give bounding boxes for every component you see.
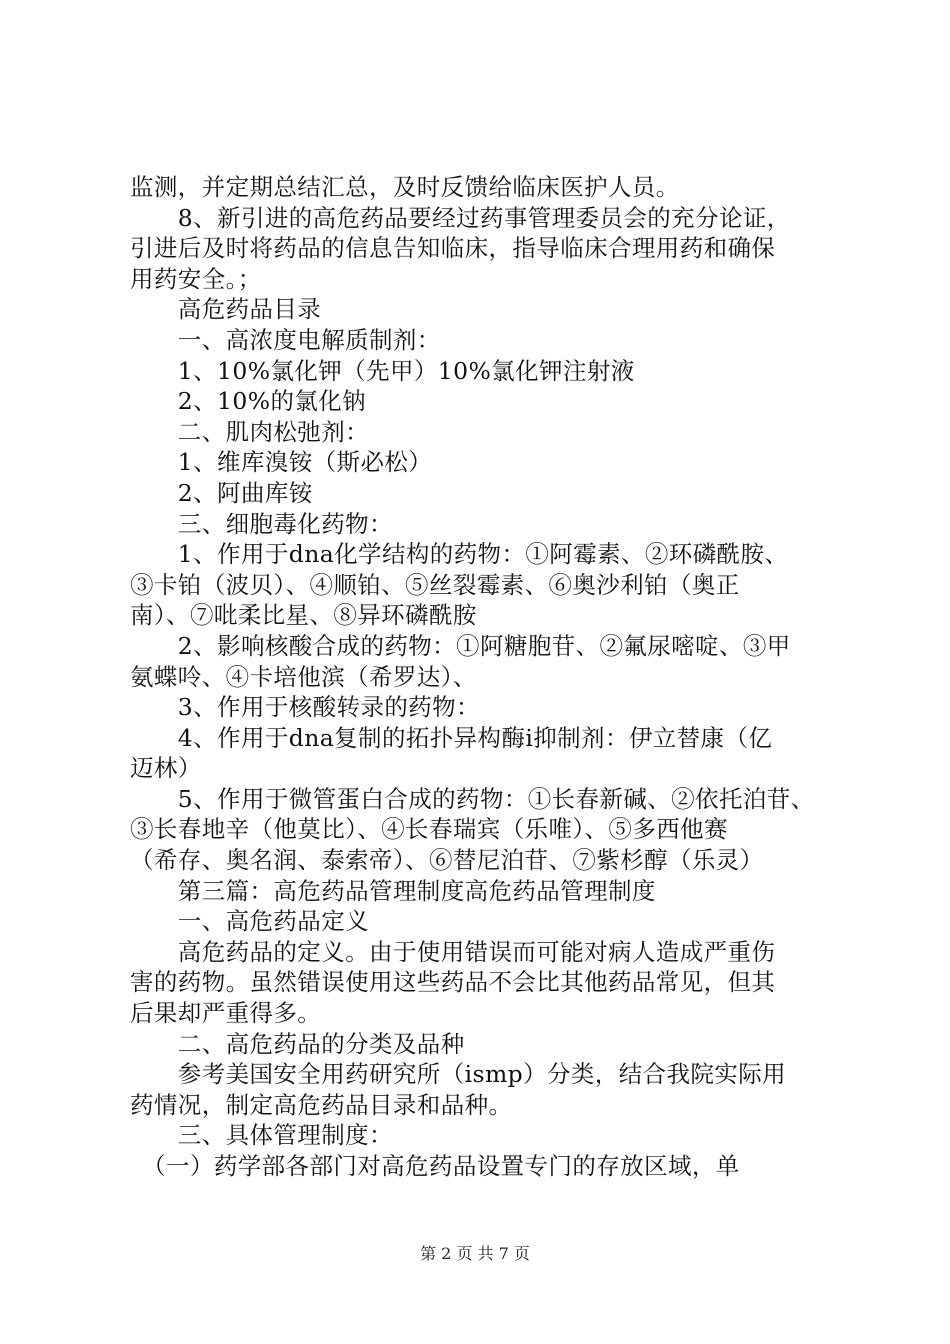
text-line: 三、具体管理制度： [130, 1121, 393, 1150]
text-line: 药情况，制定高危药品目录和品种。 [130, 1090, 513, 1119]
text-line: 高危药品的定义。由于使用错误而可能对病人造成严重伤 [130, 937, 776, 966]
text-line: （希存、奥名润、泰索帝）、⑥替尼泊苷、⑦紫杉醇（乐灵） [130, 846, 764, 875]
text-line: 一、高浓度电解质制剂： [130, 325, 441, 354]
text-line: （一）药学部各部门对高危药品设置专门的存放区域，单 [130, 1152, 740, 1180]
text-line: 用药安全。； [130, 264, 262, 293]
text-line: 1、作用于dna化学结构的药物：①阿霉素、②环磷酰胺、 [130, 540, 789, 569]
section-heading: 第三篇：高危药品管理制度高危药品管理制度 [130, 876, 656, 905]
text-line: 二、高危药品的分类及品种 [130, 1029, 465, 1058]
text-line: 一、高危药品定义 [130, 907, 369, 936]
text-line: 后果却严重得多。 [130, 999, 322, 1028]
text-line: 5、作用于微管蛋白合成的药物：①长春新碱、②依托泊苷、 [130, 784, 815, 813]
text-line: 参考美国安全用药研究所（ismp）分类，结合我院实际用 [130, 1060, 787, 1089]
document-body [130, 172, 835, 1182]
text-line: 监测，并定期总结汇总，及时反馈给临床医护人员。 [130, 173, 680, 201]
text-line: 氨蝶呤、④卡培他滨（希罗达）、 [130, 662, 477, 691]
text-line: ③卡铂（波贝）、④顺铂、⑤丝裂霉素、⑥奥沙利铂（奥正 [130, 570, 740, 599]
text-line: 害的药物。虽然错误使用这些药品不会比其他药品常见，但其 [130, 968, 776, 997]
text-line: 2、阿曲库铵 [130, 478, 313, 507]
text-line: 4、作用于dna复制的拓扑异构酶i抑制剂：伊立替康（亿 [130, 723, 773, 752]
text-line: 迈林） [130, 754, 202, 783]
text-line: 1、维库溴铵（斯必松） [130, 448, 433, 477]
text-line: ③长春地辛（他莫比）、④长春瑞宾（乐唯）、⑤多西他赛 [130, 815, 728, 844]
text-line: 8、新引进的高危药品要经过药事管理委员会的充分论证， [130, 203, 791, 232]
text-line: 三、细胞毒化药物： [130, 509, 393, 538]
page-number-footer: 第 2 页 共 7 页 [420, 1244, 530, 1263]
text-line: 1、10%氯化钾（先甲）10%氯化钾注射液 [130, 356, 635, 385]
text-line: 二、肌肉松弛剂： [130, 417, 369, 446]
text-line: 引进后及时将药品的信息告知临床，指导临床合理用药和确保 [130, 234, 776, 263]
text-line: 2、10%的氯化钠 [130, 387, 367, 416]
text-line: 3、作用于核酸转录的药物： [130, 693, 480, 722]
section-heading: 高危药品目录 [130, 295, 322, 324]
text-line: 南）、⑦吡柔比星、⑧异环磷酰胺 [130, 601, 477, 630]
text-line: 2、影响核酸合成的药物：①阿糖胞苷、②氟尿嘧啶、③甲 [130, 631, 791, 660]
